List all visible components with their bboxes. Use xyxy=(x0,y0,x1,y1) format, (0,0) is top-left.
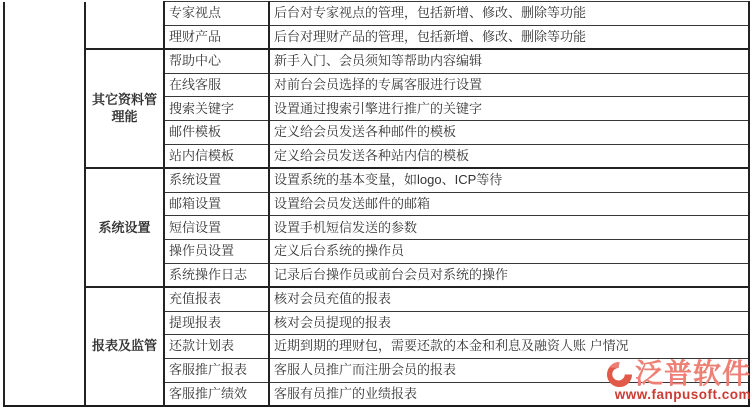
table-row xyxy=(4,2,749,26)
feature-cell: 操作员设置 xyxy=(164,239,269,263)
description-cell: 核对会员提现的报表 xyxy=(269,311,749,335)
description-cell: 对前台会员选择的专属客服进行设置 xyxy=(269,73,749,97)
feature-cell: 系统操作日志 xyxy=(164,263,269,287)
table-row xyxy=(4,168,749,192)
feature-cell: 帮助中心 xyxy=(164,49,269,73)
description-cell: 近期到期的理财包，需要还款的本金和利息及融资人账 户情况 xyxy=(269,335,749,359)
description-cell: 定义给会员发送各种站内信的模板 xyxy=(269,144,749,168)
description-cell: 定义给会员发送各种邮件的模板 xyxy=(269,120,749,144)
description-cell: 客服人员推广而注册会员的报表 xyxy=(269,358,749,382)
feature-cell: 充值报表 xyxy=(164,287,269,311)
category-cell: 其它资料管理能 xyxy=(85,49,164,168)
left-merged-cell xyxy=(4,2,85,407)
description-cell: 设置手机短信发送的参数 xyxy=(269,216,749,240)
feature-cell: 站内信模板 xyxy=(164,144,269,168)
feature-cell: 理财产品 xyxy=(164,25,269,49)
description-cell: 设置系统的基本变量，如logo、ICP等待 xyxy=(269,168,749,192)
feature-cell: 还款计划表 xyxy=(164,335,269,359)
feature-cell: 提现报表 xyxy=(164,311,269,335)
description-cell: 后台对专家视点的管理，包括新增、修改、删除等功能 xyxy=(269,2,749,26)
feature-cell: 客服推广绩效 xyxy=(164,382,269,406)
feature-cell: 客服推广报表 xyxy=(164,358,269,382)
feature-cell: 搜索关键字 xyxy=(164,97,269,121)
features-table xyxy=(3,1,750,407)
feature-cell: 系统设置 xyxy=(164,168,269,192)
description-cell: 核对会员充值的报表 xyxy=(269,287,749,311)
feature-cell: 短信设置 xyxy=(164,216,269,240)
table-row xyxy=(4,49,749,73)
description-cell: 定义后台系统的操作员 xyxy=(269,239,749,263)
watermark-url-text: www.fanpusoft.com xyxy=(614,387,751,403)
description-cell: 新手入门、会员须知等帮助内容编辑 xyxy=(269,49,749,73)
feature-cell: 邮箱设置 xyxy=(164,192,269,216)
feature-cell: 专家视点 xyxy=(164,2,269,26)
feature-cell: 邮件模板 xyxy=(164,120,269,144)
category-cell xyxy=(85,2,164,50)
description-cell: 设置给会员发送邮件的邮箱 xyxy=(269,192,749,216)
category-cell: 报表及监管 xyxy=(85,287,164,406)
table-row xyxy=(4,287,749,311)
category-cell: 系统设置 xyxy=(85,168,164,287)
description-cell: 后台对理财产品的管理，包括新增、修改、删除等功能 xyxy=(269,25,749,49)
description-cell: 记录后台操作员或前台会员对系统的操作 xyxy=(269,263,749,287)
watermark-brand-text: 泛普软件 xyxy=(634,358,751,390)
description-cell: 客服有员推广的业绩报表 xyxy=(269,382,749,406)
description-cell: 设置通过搜索引擎进行推广的关键字 xyxy=(269,97,749,121)
feature-cell: 在线客服 xyxy=(164,73,269,97)
